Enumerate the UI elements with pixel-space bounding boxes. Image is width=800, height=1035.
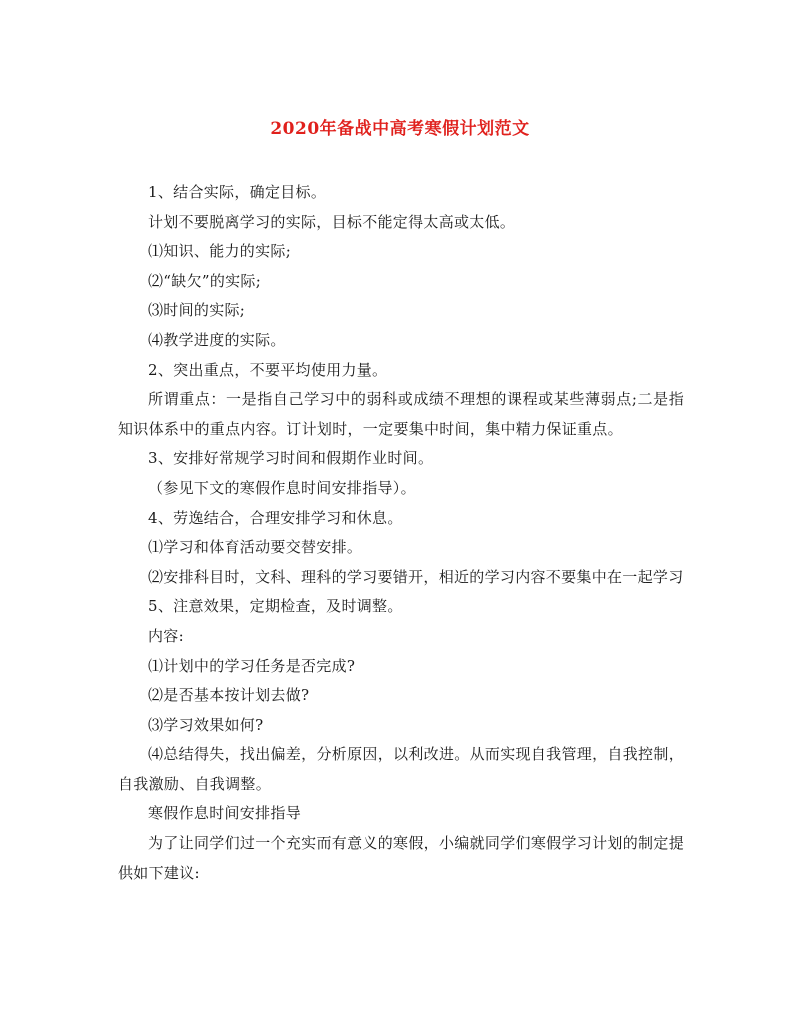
document-title: 2020年备战中高考寒假计划范文 bbox=[270, 119, 530, 139]
paragraph: 4、劳逸结合，合理安排学习和休息。 bbox=[148, 508, 403, 527]
paragraph: ⑶学习效果如何? bbox=[148, 715, 264, 734]
paragraph: 2、突出重点，不要平均使用力量。 bbox=[148, 360, 388, 379]
paragraph: ⑵是否基本按计划去做? bbox=[148, 686, 310, 705]
paragraph: 内容: bbox=[148, 626, 184, 645]
paragraph: ⑴计划中的学习任务是否完成? bbox=[148, 656, 356, 675]
paragraph: 3、安排好常规学习时间和假期作业时间。 bbox=[148, 449, 434, 468]
paragraph: 计划不要脱离学习的实际，目标不能定得太高或太低。 bbox=[148, 212, 516, 231]
paragraph: ⑵“缺欠”的实际; bbox=[148, 271, 262, 290]
paragraph: 为了让同学们过一个充实而有意义的寒假，小编就同学们寒假学习计划的制定提供如下建议: bbox=[118, 834, 684, 882]
paragraph: ⑵安排科目时，文科、理科的学习要错开，相近的学习内容不要集中在一起学习 bbox=[148, 567, 684, 586]
paragraph: 5、注意效果，定期检查，及时调整。 bbox=[148, 597, 403, 616]
paragraph: 寒假作息时间安排指导 bbox=[148, 804, 302, 823]
paragraph: ⑶时间的实际; bbox=[148, 301, 246, 320]
paragraph: ⑴学习和体育活动要交替安排。 bbox=[148, 538, 363, 557]
paragraph: ⑷教学进度的实际。 bbox=[148, 330, 286, 349]
paragraph: 1、结合实际，确定目标。 bbox=[148, 183, 327, 201]
document-body bbox=[118, 178, 684, 888]
paragraph: ⑴知识、能力的实际; bbox=[148, 242, 292, 261]
paragraph: ⑷总结得失，找出偏差，分析原因，以利改进。从而实现自我管理，自我控制，自我激励、自我调整。 bbox=[118, 745, 684, 793]
paragraph: 所谓重点：一是指自己学习中的弱科或成绩不理想的课程或某些薄弱点;二是指知识体系中的重点内容。订计划时，一定要集中时间，集中精力保证重点。 bbox=[118, 390, 684, 438]
paragraph: （参见下文的寒假作息时间安排指导）。 bbox=[148, 478, 416, 497]
